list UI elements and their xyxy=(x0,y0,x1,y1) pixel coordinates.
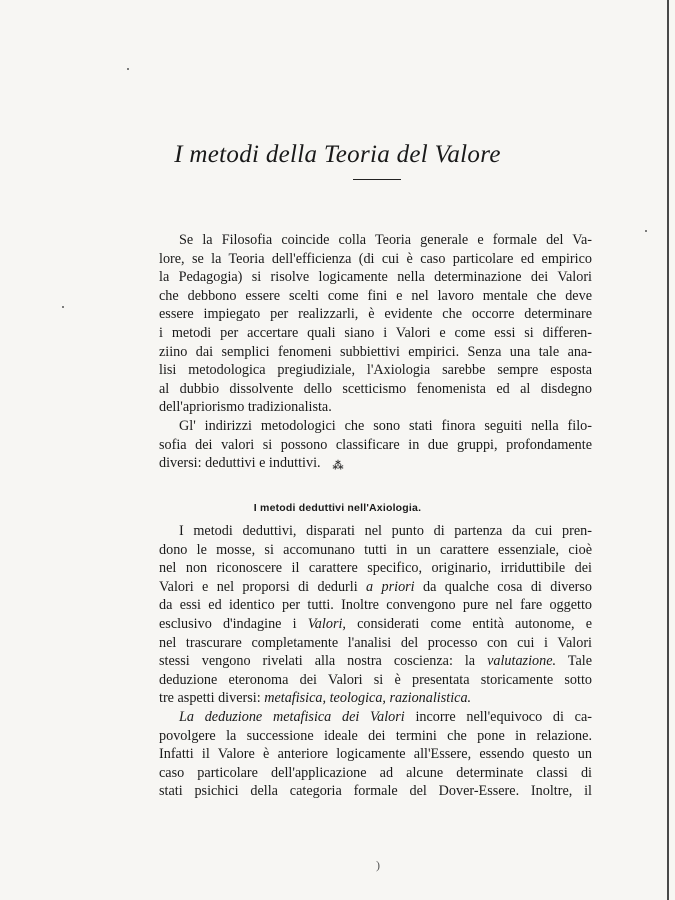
text-run: Tale xyxy=(556,653,592,670)
text-line: lore, se la Teoria dell'efficienza (di cui è caso particolare ed empirico xyxy=(159,250,592,267)
text-line xyxy=(159,689,592,708)
text-line: lisi metodologica pregiudiziale, l'Axiologia sarebbe sempre esposta xyxy=(159,362,592,379)
text-line: I metodi deduttivi, disparati nel punto di partenza da cui pren- xyxy=(179,523,592,539)
text-line: essere impiegato per realizzarli, è evidente che occorre determinare xyxy=(159,306,592,323)
text-run: esclusivo d'indagine i xyxy=(159,615,308,632)
text-line: stati psichici della categoria formale del Dover-Essere. Inoltre, il xyxy=(159,783,592,800)
asterism: ⁂ xyxy=(332,460,344,472)
text-line xyxy=(159,652,592,671)
intro-paragraph xyxy=(159,231,592,417)
intro-paragraph-2 xyxy=(159,417,592,473)
text-run: considerati come entità autonome, e xyxy=(345,615,592,632)
text-run: stessi vengono rivelati alla nostra coscienza: la xyxy=(159,653,488,670)
text-run: da qualche cosa di diverso xyxy=(414,578,593,595)
text-line: al dubbio dissolvente dello scetticismo fenomenista ed al disdegno xyxy=(159,380,592,397)
text-line: ziino dai semplici fenomeni subbiettivi empirici. Senza una tale ana- xyxy=(159,343,592,360)
section-heading: I metodi deduttivi nell'Axiologia. xyxy=(253,502,422,514)
italic-term: La deduzione metafisica dei Valori xyxy=(179,708,405,725)
text-line: i metodi per accertare quali siano i Valori e come essi si differen- xyxy=(159,324,592,341)
page-edge xyxy=(667,0,669,900)
text-line: la Pedagogia) si risolve logicamente nella determinazione dei Valori xyxy=(159,269,592,286)
text-line: da essi ed identico per tutti. Inoltre convengono pure nel fare oggetto xyxy=(159,597,592,614)
text-line: Infatti il Valore è anteriore logicamente all'Essere, essendo questo un xyxy=(159,746,592,763)
body-paragraph xyxy=(159,522,592,801)
text-line xyxy=(159,615,592,634)
title-rule xyxy=(353,179,401,180)
text-line: dell'apriorismo tradizionalista. xyxy=(159,399,332,416)
text-line: diversi: deduttivi e induttivi. xyxy=(159,455,321,472)
text-line: Se la Filosofia coincide colla Teoria generale e formale del Va- xyxy=(179,232,592,248)
text-run: tre aspetti diversi: xyxy=(159,690,265,707)
text-line: nel non riconoscere il carattere specifico, originario, irriduttibile dei xyxy=(159,560,592,577)
text-line xyxy=(159,708,592,727)
page-title: I metodi della Teoria del Valore xyxy=(174,141,501,168)
page-mark: ) xyxy=(376,858,380,872)
text-line: dono le mosse, si accomunano tutti in un carattere essenziale, cioè xyxy=(159,541,592,558)
italic-term: Valori, xyxy=(307,615,346,632)
italic-term: a priori xyxy=(366,578,415,595)
text-line: caso particolare dell'applicazione ad alcune determinate classi di xyxy=(159,764,592,781)
text-run: incorre nell'equivoco di ca- xyxy=(404,708,592,725)
text-line: povolgere la successione ideale dei termini che pone in relazione. xyxy=(159,727,592,744)
text-line: che debbono essere scelti come fini e nel lavoro mentale che deve xyxy=(159,287,592,304)
italic-term: metafisica, teologica, razionalistica. xyxy=(264,690,472,707)
scan-speck xyxy=(127,68,129,70)
scan-speck xyxy=(645,230,647,232)
text-line: sofia dei valori si possono classificare in due gruppi, profondamente xyxy=(159,436,592,453)
text-line: nel trascurare completamente l'analisi del processo con cui i Valori xyxy=(159,634,592,651)
text-run: Valori e nel proporsi di dedurli xyxy=(159,578,367,595)
italic-term: valutazione. xyxy=(487,653,557,670)
text-line: Gl' indirizzi metodologici che sono stati finora seguiti nella filo- xyxy=(179,418,592,434)
scan-speck xyxy=(62,306,64,308)
text-line xyxy=(159,578,592,597)
text-line: deduzione eteronoma dei Valori si è presentata storicamente sotto xyxy=(159,671,592,688)
